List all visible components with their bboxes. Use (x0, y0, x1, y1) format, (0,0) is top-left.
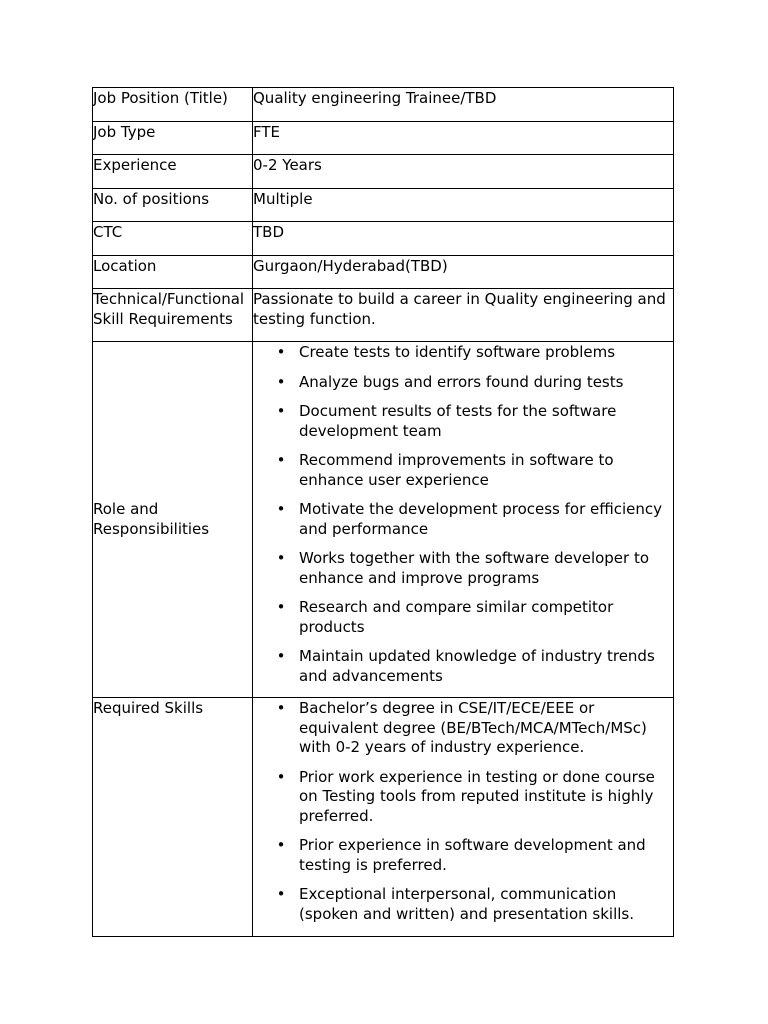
list-item-text: Document results of tests for the software development team (299, 402, 617, 440)
row-label-cell (93, 289, 253, 342)
row-label: Role and Responsibilities (93, 500, 210, 538)
row-value: Passionate to build a career in Quality engineering and testing function. (253, 290, 666, 328)
row-label-cell (93, 698, 253, 937)
row-value-cell (253, 255, 674, 289)
list-item (276, 549, 669, 588)
row-value-cell (253, 222, 674, 256)
list-item (276, 372, 669, 393)
list-item-text: Bachelor’s degree in CSE/IT/ECE/EEE or equivalent degree (BE/BTech/MCA/MTech/MSc) with 0-2 years of industry experience. (299, 699, 647, 756)
list-item (276, 402, 669, 441)
list-item (276, 343, 669, 363)
bullet-icon: • (276, 767, 286, 786)
row-label: Job Type (93, 122, 156, 141)
table-row-technical (93, 289, 674, 342)
list-item (276, 451, 669, 490)
table-row-positions (93, 188, 674, 222)
bullet-icon: • (276, 500, 286, 518)
bullet-icon: • (276, 402, 286, 420)
list-item (276, 699, 669, 758)
bullet-icon: • (276, 836, 286, 854)
table-row-role (93, 342, 674, 698)
row-value-cell (253, 88, 674, 122)
row-label: Required Skills (93, 699, 204, 717)
row-value-cell (253, 188, 674, 222)
row-label: Location (93, 256, 157, 275)
row-label-cell (93, 155, 253, 189)
skills-list (253, 699, 673, 924)
table-row-job-type (93, 121, 674, 155)
list-item (276, 767, 669, 827)
row-label: Experience (93, 156, 177, 174)
row-value-cell (253, 342, 674, 698)
row-label-cell (93, 188, 253, 222)
bullet-icon: • (276, 885, 286, 903)
list-item-text: Exceptional interpersonal, communication (spoken and written) and presentation skills. (299, 885, 635, 923)
row-label-line: Technical/Functional (93, 290, 245, 308)
row-label-cell (93, 342, 253, 698)
list-item (276, 647, 669, 686)
bullet-icon: • (276, 372, 286, 391)
bullet-icon: • (276, 647, 286, 665)
table-row-skills (93, 698, 674, 937)
row-value: FTE (253, 122, 281, 141)
list-item (276, 500, 669, 539)
list-item-text: Research and compare similar competitor products (299, 598, 614, 636)
row-value: 0-2 Years (253, 156, 322, 174)
list-item-text: Analyze bugs and errors found during tests (299, 372, 624, 391)
row-value-cell (253, 155, 674, 189)
list-item-text: Motivate the development process for efficiency and performance (299, 500, 663, 538)
job-description-table (92, 87, 674, 937)
row-label-line: Skill Requirements (93, 309, 233, 328)
list-item (276, 598, 669, 637)
row-value-cell (253, 121, 674, 155)
row-value-cell (253, 289, 674, 342)
bullet-icon: • (276, 598, 286, 616)
row-label: No. of positions (93, 189, 210, 208)
row-value: Gurgaon/Hyderabad(TBD) (253, 256, 448, 275)
list-item-text: Prior work experience in testing or done course on Testing tools from reputed institute is highly preferred. (299, 767, 655, 825)
bullet-icon: • (276, 549, 286, 567)
list-item-text: Maintain updated knowledge of industry trends and advancements (299, 647, 655, 685)
list-item (276, 885, 669, 924)
list-item-text: Works together with the software developer to enhance and improve programs (299, 549, 650, 587)
bullet-icon: • (276, 699, 286, 717)
table-row-location (93, 255, 674, 289)
table-row-experience (93, 155, 674, 189)
bullet-icon: • (276, 343, 286, 361)
list-item-text: Create tests to identify software problems (299, 343, 616, 361)
responsibilities-list (253, 343, 673, 686)
list-item (276, 836, 669, 875)
row-label: Job Position (Title) (93, 89, 228, 107)
table-row-job-position (93, 88, 674, 122)
row-value: Quality engineering Trainee/TBD (253, 89, 497, 107)
row-value: Multiple (253, 189, 313, 208)
row-value: TBD (253, 223, 285, 241)
row-label: CTC (93, 223, 123, 241)
row-label-cell (93, 222, 253, 256)
list-item-text: Recommend improvements in software to enhance user experience (299, 451, 614, 489)
bullet-icon: • (276, 451, 286, 469)
row-label-cell (93, 88, 253, 122)
row-value-cell (253, 698, 674, 937)
table-row-ctc (93, 222, 674, 256)
row-label-cell (93, 255, 253, 289)
row-label (93, 289, 252, 341)
row-label-cell (93, 121, 253, 155)
list-item-text: Prior experience in software development and testing is preferred. (299, 836, 646, 874)
